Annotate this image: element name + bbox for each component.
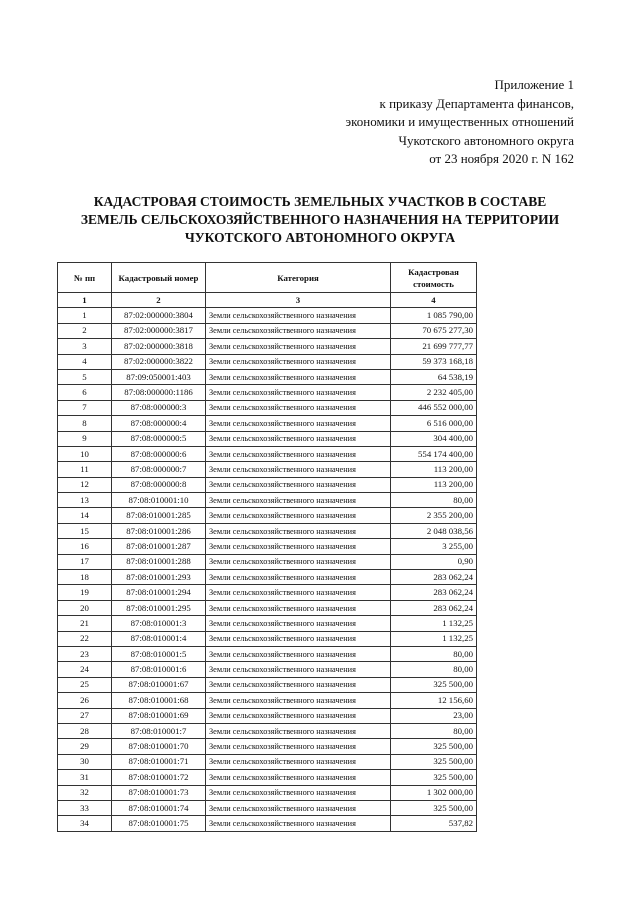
column-number: 1 [58,293,112,308]
row-number: 28 [58,723,112,738]
title-line: ЗЕМЕЛЬ СЕЛЬСКОХОЗЯЙСТВЕННОГО НАЗНАЧЕНИЯ НА ТЕРРИТОРИИ [80,212,560,227]
cadastral-value: 537,82 [391,816,477,831]
cadastral-number: 87:08:010001:67 [112,677,206,692]
cadastral-value: 283 062,24 [391,600,477,615]
cadastral-value: 113 200,00 [391,462,477,477]
category: Земли сельскохозяйственного назначения [206,646,391,661]
column-number: 4 [391,293,477,308]
cadastral-number: 87:08:010001:73 [112,785,206,800]
cadastral-value: 2 232 405,00 [391,385,477,400]
cadastral-value: 64 538,19 [391,369,477,384]
table-row [58,708,477,723]
column-number-row [58,293,477,308]
table-body [58,308,477,831]
cadastral-value: 12 156,60 [391,693,477,708]
category: Земли сельскохозяйственного назначения [206,600,391,615]
header-row [58,263,477,293]
header-category: Категория [206,263,391,293]
cadastral-value: 1 132,25 [391,631,477,646]
cadastral-number: 87:08:010001:295 [112,600,206,615]
row-number: 15 [58,523,112,538]
table-row [58,477,477,492]
appendix-line: Приложение 1 [494,77,574,92]
table-row [58,323,477,338]
table-row [58,354,477,369]
row-number: 31 [58,770,112,785]
cadastral-number: 87:08:010001:287 [112,539,206,554]
row-number: 32 [58,785,112,800]
category: Земли сельскохозяйственного назначения [206,693,391,708]
title-line: КАДАСТРОВАЯ СТОИМОСТЬ ЗЕМЕЛЬНЫХ УЧАСТКОВ В СОСТАВЕ [93,194,547,209]
header-cadastral-value: Кадастровая стоимость [391,263,477,293]
appendix-line: экономики и имущественных отношений [345,114,574,129]
cadastral-value: 283 062,24 [391,570,477,585]
cadastral-number: 87:08:000000:1186 [112,385,206,400]
category: Земли сельскохозяйственного назначения [206,754,391,769]
row-number: 21 [58,616,112,631]
category: Земли сельскохозяйственного назначения [206,400,391,415]
cadastral-number: 87:08:000000:6 [112,446,206,461]
row-number: 17 [58,554,112,569]
appendix-line: к приказу Департамента финансов, [379,95,574,111]
table-row [58,646,477,661]
table-row [58,446,477,461]
category: Земли сельскохозяйственного назначения [206,523,391,538]
category: Земли сельскохозяйственного назначения [206,770,391,785]
table-row [58,677,477,692]
row-number: 8 [58,416,112,431]
row-number: 18 [58,570,112,585]
category: Земли сельскохозяйственного назначения [206,446,391,461]
header-number: № пп [58,263,112,293]
row-number: 23 [58,646,112,661]
cadastral-number: 87:08:010001:4 [112,631,206,646]
cadastral-number: 87:08:010001:7 [112,723,206,738]
cadastral-number: 87:08:010001:288 [112,554,206,569]
cadastral-number: 87:08:010001:71 [112,754,206,769]
row-number: 13 [58,493,112,508]
row-number: 27 [58,708,112,723]
table-row [58,431,477,446]
category: Земли сельскохозяйственного назначения [206,631,391,646]
table-row [58,508,477,523]
category: Земли сельскохозяйственного назначения [206,493,391,508]
table-row [58,754,477,769]
table-row [58,585,477,600]
table-row [58,339,477,354]
cadastral-value: 1 085 790,00 [391,308,477,323]
cadastral-value: 304 400,00 [391,431,477,446]
row-number: 1 [58,308,112,323]
category: Земли сельскохозяйственного назначения [206,739,391,754]
row-number: 10 [58,446,112,461]
table-row [58,816,477,831]
row-number: 26 [58,693,112,708]
table-row [58,693,477,708]
row-number: 6 [58,385,112,400]
category: Земли сельскохозяйственного назначения [206,677,391,692]
row-number: 24 [58,662,112,677]
cadastral-value: 80,00 [391,723,477,738]
cadastral-number: 87:08:000000:7 [112,462,206,477]
category: Земли сельскохозяйственного назначения [206,477,391,492]
category: Земли сельскохозяйственного назначения [206,554,391,569]
cadastral-value: 2 355 200,00 [391,508,477,523]
cadastral-value: 70 675 277,30 [391,323,477,338]
appendix-line: Чукотского автономного округа [398,132,574,148]
category: Земли сельскохозяйственного назначения [206,800,391,815]
category: Земли сельскохозяйственного назначения [206,708,391,723]
category: Земли сельскохозяйственного назначения [206,354,391,369]
table-row [58,570,477,585]
table-row [58,462,477,477]
cadastral-number: 87:02:000000:3804 [112,308,206,323]
cadastral-number: 87:08:010001:5 [112,646,206,661]
category: Земли сельскохозяйственного назначения [206,508,391,523]
table-row [58,416,477,431]
cadastral-value: 113 200,00 [391,477,477,492]
header-cadastral-number: Кадастровый номер [112,263,206,293]
cadastral-number: 87:08:000000:4 [112,416,206,431]
cadastral-value: 80,00 [391,662,477,677]
category: Земли сельскохозяйственного назначения [206,570,391,585]
table-row [58,523,477,538]
title-line: ЧУКОТСКОГО АВТОНОМНОГО ОКРУГА [184,230,456,245]
cadastral-number: 87:08:000000:8 [112,477,206,492]
row-number: 11 [58,462,112,477]
cadastral-number: 87:08:010001:6 [112,662,206,677]
cadastral-value: 2 048 038,56 [391,523,477,538]
table-row [58,662,477,677]
row-number: 29 [58,739,112,754]
cadastral-number: 87:08:000000:3 [112,400,206,415]
category: Земли сельскохозяйственного назначения [206,585,391,600]
cadastral-number: 87:08:010001:68 [112,693,206,708]
table-row [58,800,477,815]
cadastral-value: 446 552 000,00 [391,400,477,415]
column-number: 3 [206,293,391,308]
category: Земли сельскохозяйственного назначения [206,431,391,446]
table-row [58,600,477,615]
cadastral-number: 87:08:010001:74 [112,800,206,815]
cadastral-table [57,262,477,832]
category: Земли сельскохозяйственного назначения [206,816,391,831]
cadastral-value: 325 500,00 [391,770,477,785]
category: Земли сельскохозяйственного назначения [206,385,391,400]
cadastral-value: 80,00 [391,646,477,661]
row-number: 34 [58,816,112,831]
cadastral-number: 87:02:000000:3817 [112,323,206,338]
cadastral-value: 6 516 000,00 [391,416,477,431]
row-number: 30 [58,754,112,769]
row-number: 12 [58,477,112,492]
category: Земли сельскохозяйственного назначения [206,323,391,338]
row-number: 20 [58,600,112,615]
cadastral-value: 325 500,00 [391,800,477,815]
row-number: 7 [58,400,112,415]
appendix-block [346,76,574,169]
category: Земли сельскохозяйственного назначения [206,539,391,554]
cadastral-value: 1 132,25 [391,616,477,631]
cadastral-number: 87:09:050001:403 [112,369,206,384]
table-row [58,369,477,384]
cadastral-value: 1 302 000,00 [391,785,477,800]
table-row [58,493,477,508]
cadastral-value: 283 062,24 [391,585,477,600]
row-number: 3 [58,339,112,354]
cadastral-value: 21 699 777,77 [391,339,477,354]
cadastral-number: 87:08:010001:294 [112,585,206,600]
row-number: 4 [58,354,112,369]
category: Земли сельскохозяйственного назначения [206,662,391,677]
category: Земли сельскохозяйственного назначения [206,416,391,431]
document-title [40,193,600,247]
category: Земли сельскохозяйственного назначения [206,616,391,631]
table-row [58,785,477,800]
row-number: 19 [58,585,112,600]
row-number: 14 [58,508,112,523]
category: Земли сельскохозяйственного назначения [206,339,391,354]
cadastral-value: 325 500,00 [391,677,477,692]
category: Земли сельскохозяйственного назначения [206,785,391,800]
row-number: 33 [58,800,112,815]
table-row [58,770,477,785]
table-row [58,539,477,554]
table-row [58,308,477,323]
cadastral-value: 554 174 400,00 [391,446,477,461]
row-number: 22 [58,631,112,646]
cadastral-number: 87:08:010001:75 [112,816,206,831]
table-row [58,631,477,646]
row-number: 2 [58,323,112,338]
cadastral-number: 87:08:010001:72 [112,770,206,785]
table-row [58,723,477,738]
category: Земли сельскохозяйственного назначения [206,462,391,477]
cadastral-number: 87:08:010001:286 [112,523,206,538]
table-row [58,554,477,569]
cadastral-number: 87:08:010001:10 [112,493,206,508]
cadastral-value: 23,00 [391,708,477,723]
appendix-line: от 23 ноября 2020 г. N 162 [429,151,574,166]
cadastral-number: 87:08:010001:285 [112,508,206,523]
row-number: 5 [58,369,112,384]
column-number: 2 [112,293,206,308]
cadastral-value: 0,90 [391,554,477,569]
cadastral-number: 87:08:010001:3 [112,616,206,631]
row-number: 9 [58,431,112,446]
cadastral-number: 87:02:000000:3822 [112,354,206,369]
table-row [58,400,477,415]
category: Земли сельскохозяйственного назначения [206,308,391,323]
table-row [58,385,477,400]
cadastral-number: 87:08:000000:5 [112,431,206,446]
row-number: 25 [58,677,112,692]
category: Земли сельскохозяйственного назначения [206,723,391,738]
category: Земли сельскохозяйственного назначения [206,369,391,384]
cadastral-value: 80,00 [391,493,477,508]
cadastral-number: 87:08:010001:70 [112,739,206,754]
row-number: 16 [58,539,112,554]
cadastral-value: 59 373 168,18 [391,354,477,369]
cadastral-value: 3 255,00 [391,539,477,554]
cadastral-number: 87:08:010001:293 [112,570,206,585]
table-row [58,616,477,631]
cadastral-value: 325 500,00 [391,754,477,769]
cadastral-value: 325 500,00 [391,739,477,754]
cadastral-number: 87:08:010001:69 [112,708,206,723]
table-row [58,739,477,754]
cadastral-number: 87:02:000000:3818 [112,339,206,354]
